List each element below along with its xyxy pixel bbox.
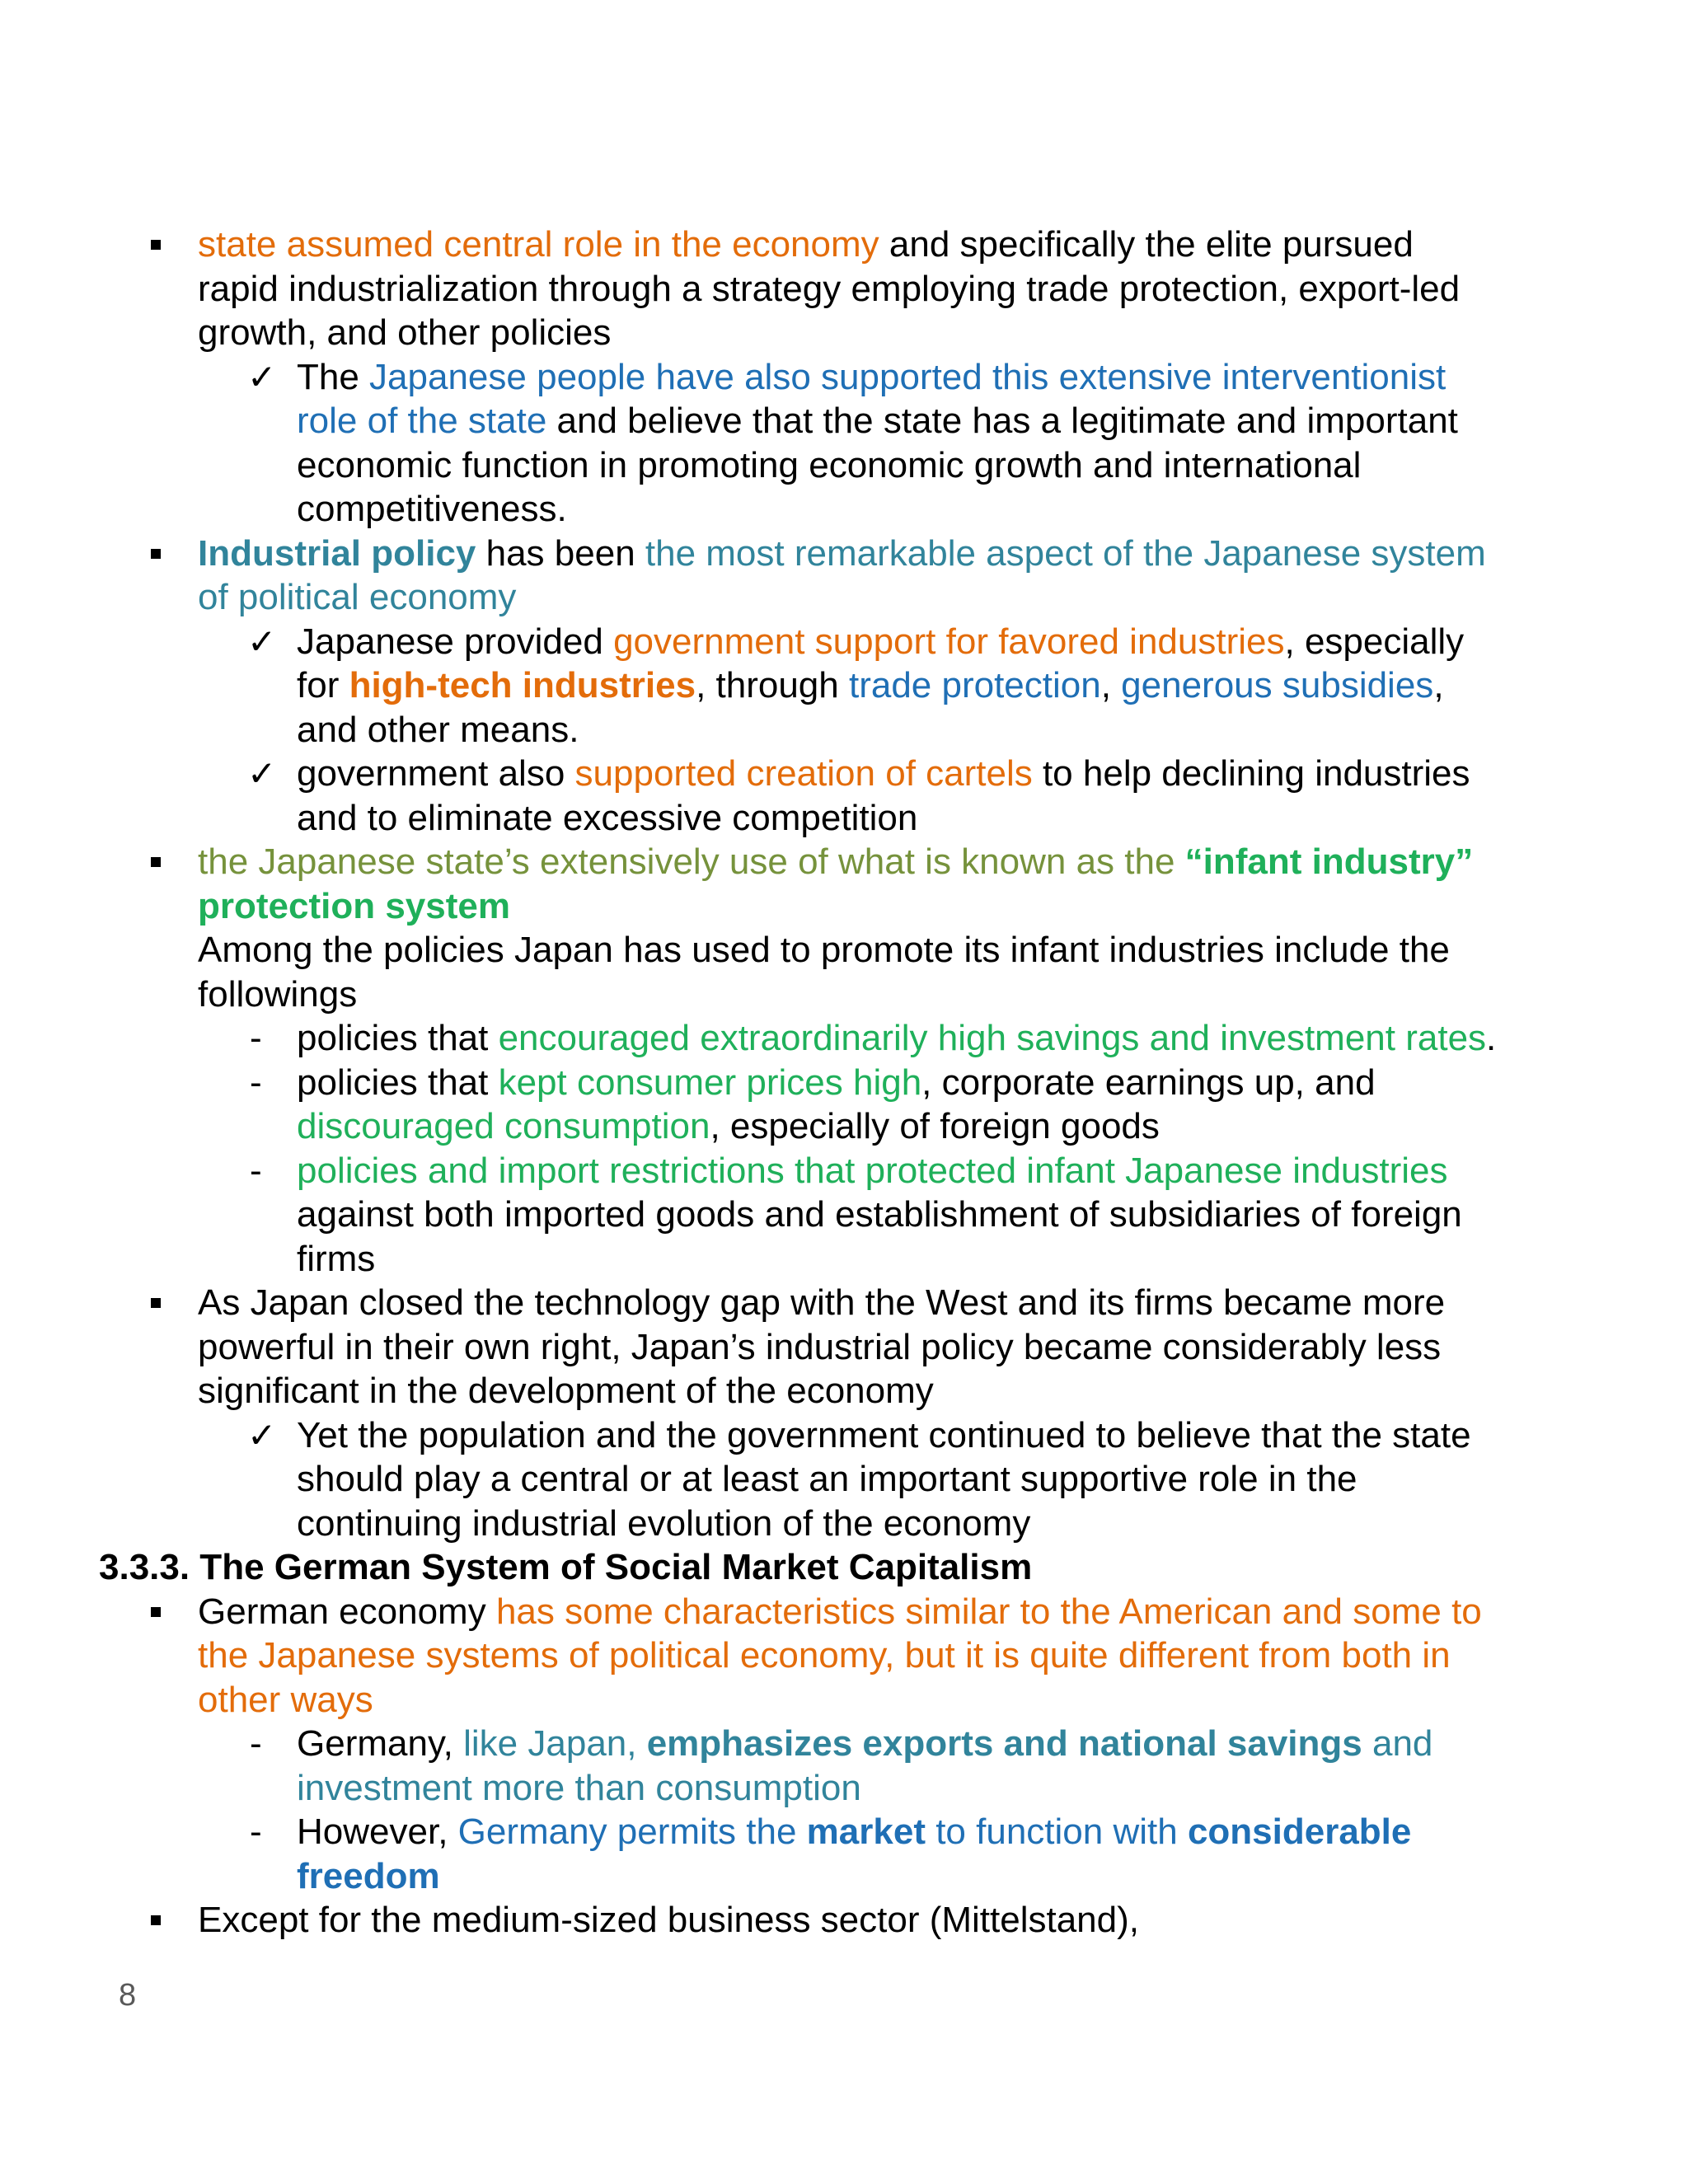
- dash-item: [0, 1149, 1688, 1193]
- body-text: continuing industrial evolution of the economy: [297, 1502, 1031, 1544]
- bullet-continuation: [0, 1678, 1688, 1722]
- highlight-text: Germany permits the: [457, 1811, 807, 1852]
- square-bullet-icon: [151, 1298, 161, 1308]
- check-item: [0, 752, 1688, 796]
- checkmark-icon: ✓: [247, 1414, 277, 1455]
- body-text: , especially of foreign goods: [710, 1106, 1160, 1146]
- highlight-text: the Japanese state’s extensively use of what is known as the: [198, 841, 1185, 882]
- dash-continuation: [0, 1104, 1688, 1149]
- check-item: [0, 355, 1688, 400]
- dash-item: [0, 1061, 1688, 1105]
- highlight-text: of political economy: [198, 577, 517, 617]
- body-text: and specifically the elite pursued: [879, 224, 1414, 265]
- highlight-text: supported creation of cartels: [574, 753, 1033, 794]
- body-text: should play a central or at least an important supportive role in the: [297, 1459, 1357, 1499]
- body-text: Except for the medium-sized business sector (Mittelstand),: [198, 1900, 1140, 1940]
- highlight-text: to function with: [925, 1811, 1188, 1852]
- highlight-text: has some characteristics similar to the American and some to: [495, 1591, 1482, 1632]
- body-text: .: [1486, 1018, 1497, 1058]
- highlight-text: investment more than consumption: [297, 1767, 861, 1808]
- highlight-text: state assumed central role in the economy: [198, 224, 879, 265]
- checkmark-icon: ✓: [247, 753, 277, 794]
- highlight-text: the Japanese systems of political economy, but it is quite different from both in: [198, 1635, 1451, 1675]
- body-text: policies that: [297, 1018, 499, 1058]
- highlight-text: government support for favored industries: [613, 621, 1285, 662]
- highlight-text: the most remarkable aspect of the Japanese system: [645, 532, 1486, 574]
- body-text: against both imported goods and establishment of subsidiaries of foreign: [297, 1194, 1462, 1235]
- dash-marker: -: [250, 1018, 262, 1058]
- bullet-item: [0, 532, 1688, 576]
- bullet-continuation: [0, 267, 1688, 312]
- bold-highlight-text: high-tech industries: [349, 665, 696, 705]
- body-text: to help declining industries: [1032, 753, 1470, 794]
- highlight-text: role of the state: [297, 401, 547, 441]
- body-text: for: [297, 665, 349, 705]
- check-item: [0, 1413, 1688, 1458]
- bullet-item: [0, 1898, 1688, 1943]
- highlight-text: kept consumer prices high: [498, 1062, 922, 1103]
- page-content: [0, 223, 1688, 1943]
- bold-highlight-text: market: [806, 1811, 926, 1852]
- dash-marker: -: [250, 1062, 262, 1103]
- body-text: , especially: [1284, 621, 1465, 662]
- check-continuation: [0, 663, 1688, 708]
- dash-marker: -: [250, 1723, 262, 1764]
- dash-continuation: [0, 1193, 1688, 1237]
- body-text: government also: [297, 753, 575, 794]
- dash-item: [0, 1810, 1688, 1854]
- body-text: As Japan closed the technology gap with the West and its firms became more: [198, 1282, 1446, 1323]
- body-text: and other means.: [297, 709, 579, 750]
- body-text: firms: [297, 1238, 376, 1279]
- bullet-continuation: [0, 575, 1688, 620]
- bold-highlight-text: freedom: [297, 1855, 440, 1896]
- square-bullet-icon: [151, 549, 161, 559]
- body-text: policies that: [297, 1062, 499, 1103]
- highlight-text: and: [1362, 1723, 1433, 1764]
- check-continuation: [0, 1457, 1688, 1502]
- bullet-continuation: [0, 1325, 1688, 1370]
- body-text: growth, and other policies: [198, 312, 612, 353]
- check-continuation: [0, 399, 1688, 443]
- dash-marker: -: [250, 1150, 262, 1191]
- body-text: rapid industrialization through a strategy employing trade protection, export-led: [198, 268, 1461, 309]
- highlight-text: like Japan,: [463, 1723, 647, 1764]
- check-continuation: [0, 708, 1688, 752]
- bullet-continuation: [0, 311, 1688, 355]
- body-text: However,: [297, 1811, 458, 1852]
- check-item: [0, 620, 1688, 664]
- dash-item: [0, 1016, 1688, 1061]
- section-heading: 3.3.3. The German System of Social Market Capitalism: [99, 1547, 1033, 1587]
- bullet-continuation: [0, 972, 1688, 1017]
- bullet-item: [0, 840, 1688, 884]
- bullet-continuation: [0, 884, 1688, 929]
- square-bullet-icon: [151, 857, 161, 867]
- bullet-continuation: [0, 1369, 1688, 1413]
- body-text: The: [297, 356, 370, 397]
- body-text: followings: [198, 973, 358, 1015]
- dash-continuation: [0, 1237, 1688, 1282]
- bullet-continuation: [0, 1633, 1688, 1678]
- bullet-item: [0, 1590, 1688, 1634]
- bold-highlight-text: “infant industry”: [1184, 841, 1474, 882]
- body-text: Yet the population and the government continued to believe that the state: [297, 1414, 1471, 1455]
- highlight-text: encouraged extraordinarily high savings and investment rates: [498, 1018, 1487, 1058]
- body-text: Among the policies Japan has used to promote its infant industries include the: [198, 930, 1450, 970]
- highlight-text: trade protection: [848, 665, 1101, 705]
- body-text: ,: [1433, 665, 1444, 705]
- dash-marker: -: [250, 1811, 262, 1852]
- body-text: has been: [476, 532, 645, 574]
- highlight-text: other ways: [198, 1679, 373, 1720]
- page-number: 8: [119, 1978, 137, 2013]
- bold-highlight-text: protection system: [198, 885, 510, 926]
- body-text: , corporate earnings up, and: [921, 1062, 1376, 1103]
- highlight-text: discouraged consumption: [297, 1106, 710, 1146]
- highlight-text: generous subsidies: [1121, 665, 1434, 705]
- dash-item: [0, 1722, 1688, 1766]
- bullet-continuation: [0, 928, 1688, 972]
- body-text: significant in the development of the economy: [198, 1371, 934, 1411]
- body-text: , through: [696, 665, 849, 705]
- check-continuation: [0, 796, 1688, 841]
- body-text: Germany,: [297, 1723, 464, 1764]
- square-bullet-icon: [151, 240, 161, 250]
- bold-highlight-text: Industrial policy: [198, 532, 476, 574]
- body-text: Japanese provided: [297, 621, 614, 662]
- bold-highlight-text: emphasizes exports and national savings: [646, 1723, 1362, 1764]
- body-text: and to eliminate excessive competition: [297, 797, 918, 838]
- highlight-text: Japanese people have also supported this extensive interventionist: [369, 356, 1447, 397]
- checkmark-icon: ✓: [247, 621, 277, 662]
- body-text: competitiveness.: [297, 489, 567, 529]
- bold-highlight-text: considerable: [1187, 1811, 1412, 1852]
- square-bullet-icon: [151, 1607, 161, 1617]
- body-text: powerful in their own right, Japan’s industrial policy became considerably less: [198, 1326, 1442, 1367]
- body-text: German economy: [198, 1591, 496, 1632]
- body-text: economic function in promoting economic growth and international: [297, 444, 1362, 485]
- check-continuation: [0, 487, 1688, 532]
- checkmark-icon: ✓: [247, 356, 277, 397]
- bullet-item: [0, 223, 1688, 267]
- check-continuation: [0, 1502, 1688, 1546]
- dash-continuation: [0, 1766, 1688, 1811]
- dash-continuation: [0, 1854, 1688, 1899]
- check-continuation: [0, 443, 1688, 488]
- highlight-text: policies and import restrictions that protected infant Japanese industries: [297, 1150, 1448, 1191]
- body-text: ,: [1100, 665, 1122, 705]
- square-bullet-icon: [151, 1915, 161, 1925]
- body-text: and believe that the state has a legitimate and important: [546, 401, 1458, 441]
- bullet-item: [0, 1281, 1688, 1325]
